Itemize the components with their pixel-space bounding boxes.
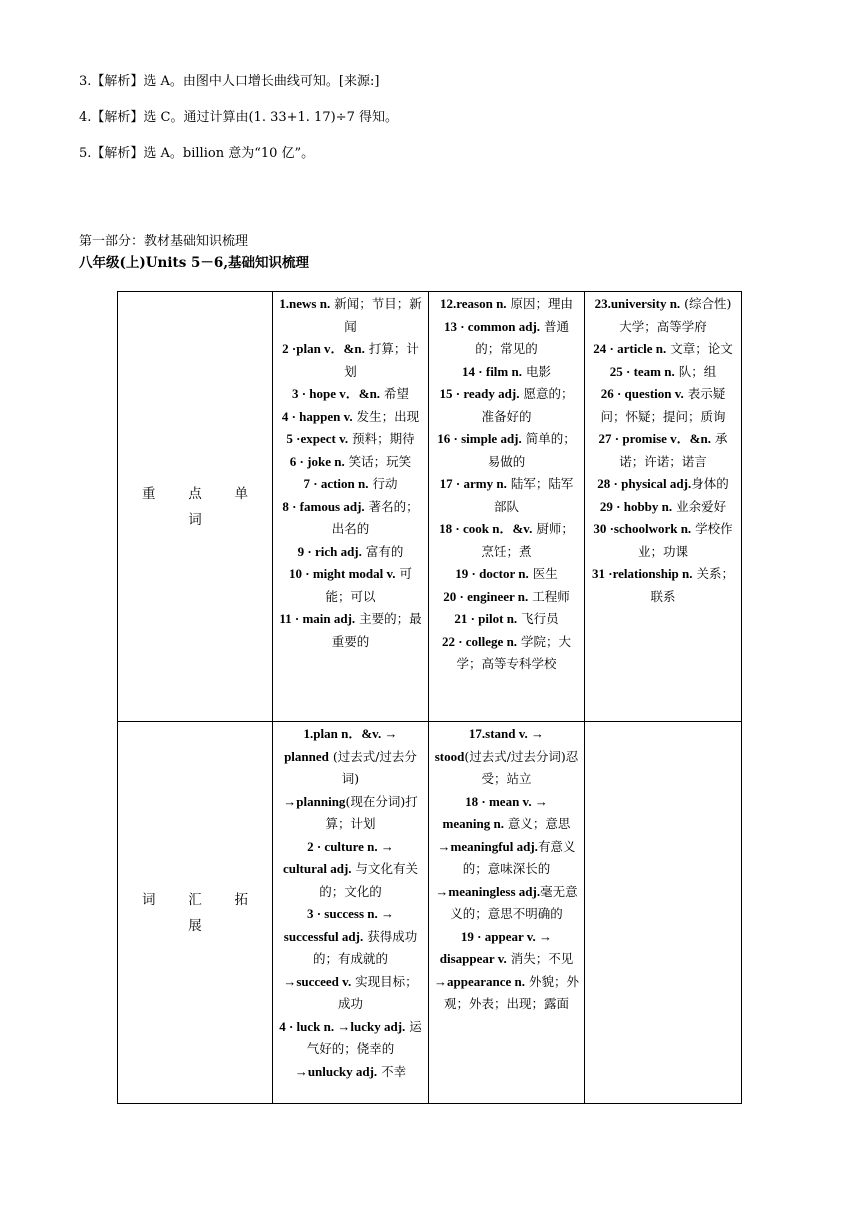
word-head: 21 · pilot n. [454, 611, 518, 626]
word-cell [273, 292, 429, 722]
answer-5: 5.【解析】选 A。billion 意为“10 亿”。 [79, 146, 315, 161]
word-head: 15 · ready adj. [439, 386, 520, 401]
word-entry [434, 563, 579, 586]
word-head: 19 · doctor n. [455, 566, 529, 581]
word-cell [429, 292, 585, 722]
word-entry [278, 563, 423, 608]
word-head: 17 · army n. [439, 476, 507, 491]
word-head: 19 · appear v. → [460, 928, 553, 944]
word-entry [278, 971, 423, 1016]
word-head: 7 · action n. [303, 476, 369, 491]
word-meaning: 工程师 [528, 588, 570, 604]
word-entry [278, 293, 423, 338]
word-meaning: 原因；理由 [506, 296, 574, 311]
word-entry [278, 496, 423, 541]
word-head: 30 ·schoolwork n. [593, 521, 692, 536]
word-meaning: 著名的；出名的 [331, 498, 419, 536]
unit-title: 八年级(上)Units 5－6,基础知识梳理 [79, 255, 310, 271]
word-head: 23.university n. [594, 296, 681, 311]
category-cell [118, 722, 273, 1104]
word-entry [278, 723, 423, 746]
word-entry [434, 881, 579, 926]
word-head: 17.stand v. → [468, 726, 545, 741]
word-meaning: 意义；意思 [503, 816, 571, 831]
word-head: 8 · famous adj. [282, 498, 365, 514]
word-head: 14 · film n. [462, 363, 522, 379]
word-head: →unlucky adj. [294, 1063, 378, 1079]
word-head: 5 ·expect v. [286, 431, 349, 446]
word-meaning: (过去式/过去分词)忍受；站立 [464, 748, 579, 786]
word-head: 22 · college n. [441, 633, 518, 649]
word-head: 28 · physical adj. [597, 476, 692, 491]
word-meaning: 运气好的；侥幸的 [306, 1018, 422, 1056]
answer-3: 3.【解析】选 A。由图中人口增长曲线可知。[来源:] [79, 74, 380, 89]
word-meaning: 表示疑问；怀疑；提问；质询 [600, 386, 726, 424]
word-meaning: 实现目标；成功 [337, 973, 418, 1011]
word-head: 24 · article n. [593, 341, 667, 356]
word-head: 1.news n. [279, 296, 331, 311]
word-head: →meaningful adj. [437, 838, 538, 854]
word-head: 25 · team n. [609, 363, 675, 379]
word-meaning: 飞行员 [517, 611, 559, 626]
word-meaning: 可能；可以 [325, 566, 413, 604]
word-meaning: 关系；联系 [650, 566, 735, 604]
word-entry [278, 541, 423, 564]
word-meaning: 发生；出现 [352, 408, 420, 424]
word-cell [585, 292, 742, 722]
word-head: 31 ·relationship n. [591, 566, 693, 581]
word-head: 12.reason n. [439, 296, 507, 311]
word-head: 3 · success n. → [306, 906, 395, 921]
word-meaning: 不幸 [377, 1063, 407, 1079]
word-head: 4 · happen v. [281, 408, 353, 424]
word-head: 29 · hobby n. [599, 498, 673, 514]
word-entry [590, 338, 736, 361]
word-meaning: (综合性)大学；高等学府 [619, 296, 732, 334]
word-entry [278, 1061, 423, 1084]
word-meaning: 普通的；常见的 [475, 318, 570, 356]
word-meaning: 身体的 [691, 476, 729, 491]
word-entry [434, 316, 579, 361]
word-meaning: 获得成功的；有成就的 [312, 928, 418, 966]
table-row [118, 292, 742, 722]
word-head: 18 · cook n．&v. [439, 521, 533, 536]
word-meaning: 电影 [521, 363, 551, 379]
word-entry [278, 428, 423, 451]
word-entry [434, 948, 579, 971]
word-meaning: 笑话；玩笑 [344, 453, 412, 469]
word-entry [590, 293, 736, 338]
word-head: 4 · luck n. →lucky adj. [279, 1018, 406, 1034]
word-entry [590, 361, 736, 384]
word-entry [434, 293, 579, 316]
vocab-table [117, 291, 742, 1104]
word-head: disappear v. [439, 951, 507, 966]
category-label: 词 汇 拓 [142, 891, 248, 908]
word-entry [434, 971, 579, 1016]
word-cell [273, 722, 429, 1104]
word-entry [434, 473, 579, 518]
word-meaning: 打算；计划 [344, 341, 419, 379]
word-entry [590, 563, 736, 608]
word-head: 27 · promise v．&n. [598, 431, 711, 446]
word-meaning: 富有的 [361, 543, 404, 559]
category-label-tail: 词 [188, 511, 202, 528]
word-meaning: 学校作业；功课 [637, 521, 733, 559]
word-meaning: 陆军；陆军部队 [493, 476, 574, 514]
word-head: →planning [283, 793, 346, 809]
word-head: 11 · main adj. [279, 611, 356, 626]
word-cell [429, 722, 585, 1104]
word-entry [590, 496, 736, 519]
word-head: 2 · culture n. → [307, 838, 394, 854]
word-head: 1.plan n．&v. → [303, 726, 398, 741]
word-entry [434, 813, 579, 836]
word-entry [278, 473, 423, 496]
word-meaning: 学院；大学；高等专科学校 [456, 633, 572, 671]
word-entry [278, 836, 423, 859]
word-meaning: 队；组 [674, 363, 717, 379]
word-entry [278, 338, 423, 383]
word-entry [434, 518, 579, 563]
word-entry [278, 903, 423, 926]
word-entry [278, 451, 423, 474]
word-head: 2 ·plan v．&n. [282, 341, 365, 356]
word-meaning: 厨师；烹饪；煮 [481, 521, 574, 559]
word-meaning: 业余爱好 [672, 498, 727, 514]
word-cell [585, 722, 742, 1104]
word-meaning: 新闻；节目；新闻 [330, 296, 422, 334]
word-entry [590, 428, 736, 473]
word-entry [434, 428, 579, 473]
word-head: 3 · hope v．&n. [291, 386, 381, 401]
word-meaning: 主要的；最重要的 [331, 611, 422, 649]
word-head: 18 · mean v. → [465, 793, 548, 809]
word-meaning: 外貌；外观；外表；出现；露面 [443, 973, 579, 1011]
word-meaning: 消失；不见 [506, 951, 574, 966]
word-entry [278, 383, 423, 406]
table-row [118, 722, 742, 1104]
word-head: →appearance n. [434, 973, 525, 989]
word-head: 9 · rich adj. [297, 543, 362, 559]
word-head: 10 · might modal v. [288, 566, 396, 581]
part-title: 第一部分：教材基础知识梳理 [79, 234, 249, 249]
word-entry [434, 361, 579, 384]
category-label: 重 点 单 [142, 485, 248, 502]
word-head: 13 · common adj. [443, 318, 541, 334]
word-meaning: 承诺；许诺；诺言 [619, 431, 728, 469]
word-entry [590, 383, 736, 428]
word-entry [278, 746, 423, 791]
word-meaning: 有意义的；意味深长的 [462, 838, 576, 876]
word-meaning: (现在分词)打算；计划 [325, 793, 418, 831]
category-label-tail: 展 [188, 917, 202, 934]
word-entry [434, 383, 579, 428]
word-entry [434, 631, 579, 676]
word-meaning: 预料；期待 [348, 431, 415, 446]
word-head: 20 · engineer n. [443, 588, 529, 604]
word-entry [590, 473, 736, 496]
word-entry [278, 608, 423, 653]
answer-4: 4.【解析】选 C。通过计算由(1. 33+1. 17)÷7 得知。 [79, 110, 398, 125]
word-entry [434, 586, 579, 609]
word-entry [434, 723, 579, 746]
word-meaning: (过去式/过去分词) [328, 748, 417, 786]
word-entry [278, 858, 423, 903]
word-head: 26 · question v. [600, 386, 684, 401]
word-head: →succeed v. [283, 973, 352, 989]
word-head: meaning n. [442, 816, 504, 831]
word-head: stood [434, 748, 465, 764]
word-entry [590, 518, 736, 563]
word-meaning: 简单的；易做的 [487, 431, 576, 469]
word-meaning: 医生 [528, 566, 558, 581]
word-meaning: 与文化有关的；文化的 [319, 861, 419, 899]
word-entry [434, 746, 579, 791]
word-meaning: 毫无意义的；意思不明确的 [450, 883, 578, 921]
word-entry [434, 608, 579, 631]
word-meaning: 希望 [380, 386, 410, 401]
answer-list [79, 74, 398, 182]
word-head: 6 · joke n. [289, 453, 345, 469]
word-head: successful adj. [283, 928, 364, 944]
word-entry [278, 926, 423, 971]
word-meaning: 行动 [368, 476, 398, 491]
word-head: 16 · simple adj. [437, 431, 522, 446]
word-head: cultural adj. [282, 861, 352, 876]
word-entry [278, 406, 423, 429]
word-entry [434, 791, 579, 814]
category-cell [118, 292, 273, 722]
word-head: →meaningless adj. [435, 883, 541, 899]
word-meaning: 文章；论文 [666, 341, 733, 356]
word-meaning: 愿意的；准备好的 [481, 386, 574, 424]
word-entry [434, 836, 579, 881]
word-entry [434, 926, 579, 949]
word-entry [278, 1016, 423, 1061]
word-head: planned [284, 748, 329, 764]
word-entry [278, 791, 423, 836]
